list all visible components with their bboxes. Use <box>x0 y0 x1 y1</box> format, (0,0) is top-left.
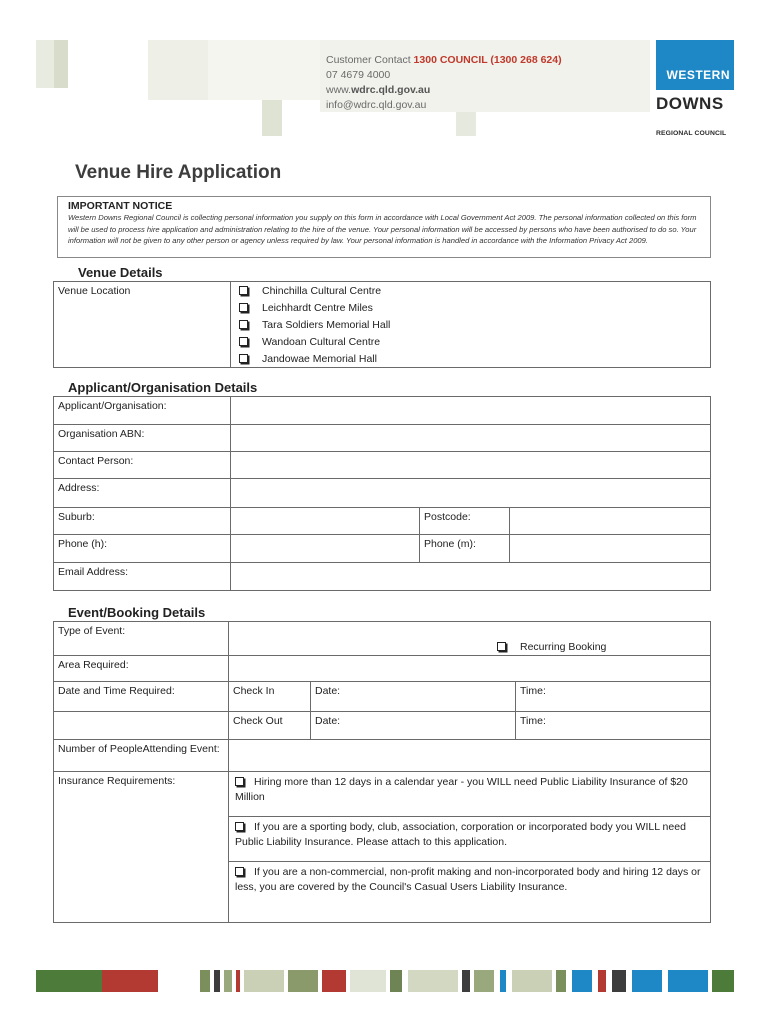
postcode-label: Postcode: <box>419 507 510 535</box>
header-decor-block <box>208 40 320 100</box>
check-in-label: Check In <box>228 681 311 712</box>
phone-h-field[interactable] <box>230 534 420 563</box>
email-field[interactable] <box>230 562 711 591</box>
check-in-date[interactable]: Date: <box>310 681 516 712</box>
venue-section-heading: Venue Details <box>78 265 163 280</box>
insurance-option-text: If you are a non-commercial, non-profit making and non-incorporated body and hiring 12 days or less, you are covered by the Council's Casual Users Liability Insurance. <box>235 866 701 893</box>
venue-option-label: Jandowae Memorial Hall <box>262 352 377 365</box>
footer-decor-stripe <box>462 970 470 992</box>
contact-details <box>326 53 562 113</box>
contact-email[interactable]: info@wdrc.qld.gov.au <box>326 99 427 111</box>
email-label: Email Address: <box>53 562 231 591</box>
checkbox[interactable] <box>235 867 244 876</box>
logo-western: WESTERN <box>666 68 730 82</box>
venue-option[interactable] <box>231 282 710 299</box>
checkbox[interactable] <box>239 286 248 295</box>
logo-regional-council: REGIONAL COUNCIL <box>656 130 727 137</box>
checkbox[interactable] <box>235 777 244 786</box>
checkbox[interactable] <box>239 337 248 346</box>
insurance-option[interactable] <box>228 771 711 817</box>
checkbox[interactable] <box>497 642 506 651</box>
venue-option[interactable] <box>231 316 710 333</box>
footer-decor-stripe <box>632 970 662 992</box>
insurance-option[interactable] <box>228 816 711 862</box>
venue-option[interactable] <box>231 333 710 350</box>
footer-decor-stripe <box>556 970 566 992</box>
address-field[interactable] <box>230 478 711 508</box>
footer-decor-stripe <box>214 970 220 992</box>
header-decor-block <box>148 40 208 100</box>
abn-label: Organisation ABN: <box>53 424 231 452</box>
footer-decor-stripe <box>572 970 592 992</box>
checkbox[interactable] <box>239 320 248 329</box>
footer-decor-stripe <box>322 970 346 992</box>
website-link[interactable]: wdrc.qld.gov.au <box>351 84 431 96</box>
header-decor-block <box>36 40 54 88</box>
check-out-time[interactable]: Time: <box>515 711 711 740</box>
recurring-booking-option[interactable] <box>497 640 606 654</box>
venue-option[interactable] <box>231 350 710 367</box>
address-label: Address: <box>53 478 231 508</box>
insurance-option[interactable] <box>228 861 711 923</box>
applicant-section-heading: Applicant/Organisation Details <box>68 380 258 395</box>
header-decor-block <box>54 40 68 88</box>
notice-heading: IMPORTANT NOTICE <box>68 200 173 212</box>
area-field[interactable] <box>228 655 711 682</box>
checkbox[interactable] <box>235 822 244 831</box>
footer-decor-stripe <box>390 970 402 992</box>
footer-decor-stripe <box>102 970 158 992</box>
organisation-label: Applicant/Organisation: <box>53 396 231 425</box>
page-title: Venue Hire Application <box>75 162 282 183</box>
footer-decor-stripe <box>612 970 626 992</box>
phone-m-label: Phone (m): <box>419 534 510 563</box>
venue-option-label: Leichhardt Centre Miles <box>262 301 373 314</box>
event-type-field[interactable] <box>228 621 711 656</box>
logo-blue-block <box>656 40 734 90</box>
header-decor-block <box>262 100 282 136</box>
footer-decor-stripe <box>200 970 210 992</box>
web-prefix: www. <box>326 84 352 96</box>
datetime-spacer <box>53 711 229 740</box>
footer-decor-stripe <box>512 970 552 992</box>
insurance-label: Insurance Requirements: <box>53 771 229 923</box>
contact-person-field[interactable] <box>230 451 711 479</box>
venue-option[interactable] <box>231 299 710 316</box>
checkbox[interactable] <box>239 303 248 312</box>
footer-decor-stripe <box>500 970 506 992</box>
check-out-date[interactable]: Date: <box>310 711 516 740</box>
footer-decor-stripe <box>350 970 386 992</box>
suburb-label: Suburb: <box>53 507 231 535</box>
event-type-label: Type of Event: <box>53 621 229 656</box>
footer-decor-stripe <box>236 970 240 992</box>
contact-label: Customer Contact <box>326 54 414 66</box>
footer-decor-stripe <box>408 970 458 992</box>
council-logo <box>656 40 734 140</box>
abn-field[interactable] <box>230 424 711 452</box>
footer-decor-stripe <box>668 970 708 992</box>
suburb-field[interactable] <box>230 507 420 535</box>
venue-option-label: Chinchilla Cultural Centre <box>262 284 382 297</box>
council-hotline: 1300 COUNCIL (1300 268 624) <box>413 54 562 66</box>
postcode-field[interactable] <box>509 507 711 535</box>
footer-decor-stripe <box>712 970 734 992</box>
insurance-option-text: Hiring more than 12 days in a calendar year - you WILL need Public Liability Insurance of $20 Million <box>235 776 688 803</box>
footer-decor-stripe <box>36 970 102 992</box>
people-field[interactable] <box>228 739 711 772</box>
organisation-field[interactable] <box>230 396 711 425</box>
footer-decor-stripe <box>288 970 318 992</box>
people-label: Number of PeopleAttending Event: <box>53 739 229 772</box>
footer-decor-stripe <box>474 970 494 992</box>
contact-phone: 07 4679 4000 <box>326 69 391 81</box>
datetime-label: Date and Time Required: <box>53 681 229 712</box>
logo-downs: DOWNS <box>656 94 724 113</box>
footer-decor-stripe <box>598 970 606 992</box>
check-in-time[interactable]: Time: <box>515 681 711 712</box>
footer-decor-stripe <box>244 970 284 992</box>
notice-text: Western Downs Regional Council is collecting personal information you supply on this form in accordance with Local Government Act 2009. The personal information collected on this form will be used to process hire application and administration relating to the hire of the venue. Your personal information will be accessed by persons who have been authorised to do so. Your information will not be given to any other person or agency unless required by law. Your personal information is handled in accordance with the Information Privacy Act 2009. <box>68 213 697 245</box>
checkbox[interactable] <box>239 354 248 363</box>
phone-m-field[interactable] <box>509 534 711 563</box>
event-section-heading: Event/Booking Details <box>68 605 206 620</box>
venue-option-label: Tara Soldiers Memorial Hall <box>262 318 391 331</box>
venue-option-label: Wandoan Cultural Centre <box>262 335 381 348</box>
insurance-option-text: If you are a sporting body, club, association, corporation or incorporated body you WILL need Public Liability Insurance. Please attach to this application. <box>235 821 686 848</box>
area-label: Area Required: <box>53 655 229 682</box>
contact-person-label: Contact Person: <box>53 451 231 479</box>
recurring-booking-label: Recurring Booking <box>520 641 607 653</box>
venue-location-label: Venue Location <box>53 281 231 368</box>
header-decor-block <box>456 112 476 136</box>
phone-h-label: Phone (h): <box>53 534 231 563</box>
important-notice <box>57 196 711 258</box>
venue-options <box>230 281 711 368</box>
footer-decor-stripe <box>224 970 232 992</box>
check-out-label: Check Out <box>228 711 311 740</box>
